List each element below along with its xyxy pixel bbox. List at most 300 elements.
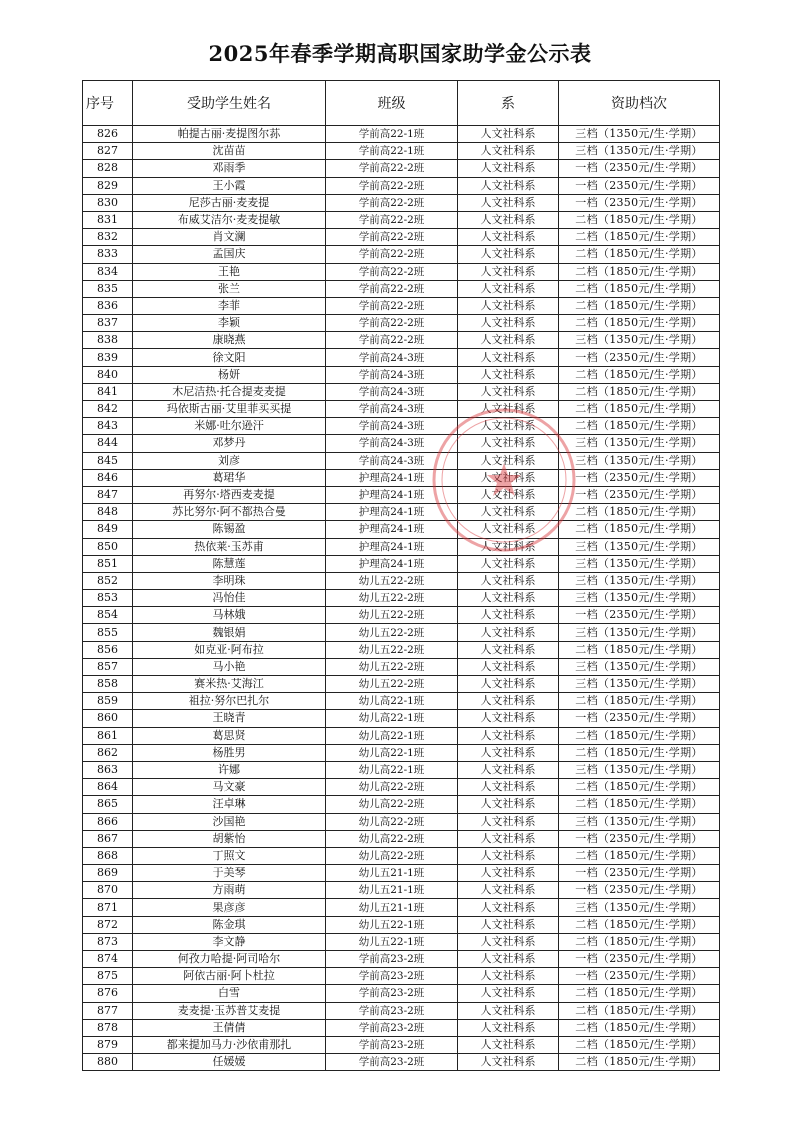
subsidy-grade: 三档（1350元/生·学期） <box>559 572 720 589</box>
student-name: 于美琴 <box>133 865 326 882</box>
row-index: 879 <box>83 1036 133 1053</box>
row-index: 846 <box>83 469 133 486</box>
student-name: 邓雨季 <box>133 160 326 177</box>
table-row <box>83 693 720 710</box>
class-name: 学前高23-2班 <box>326 1002 458 1019</box>
row-index: 848 <box>83 504 133 521</box>
table-row <box>83 968 720 985</box>
department: 人文社科系 <box>458 297 559 314</box>
class-name: 幼儿五22-2班 <box>326 641 458 658</box>
class-name: 学前高23-2班 <box>326 1036 458 1053</box>
row-index: 832 <box>83 229 133 246</box>
row-index: 830 <box>83 194 133 211</box>
student-name: 王艳 <box>133 263 326 280</box>
department: 人文社科系 <box>458 1054 559 1071</box>
department: 人文社科系 <box>458 710 559 727</box>
class-name: 学前高23-2班 <box>326 1019 458 1036</box>
class-name: 护理高24-1班 <box>326 486 458 503</box>
subsidy-grade: 二档（1850元/生·学期） <box>559 641 720 658</box>
class-name: 幼儿高22-1班 <box>326 693 458 710</box>
student-name: 杨胜男 <box>133 744 326 761</box>
student-name: 许娜 <box>133 761 326 778</box>
class-name: 学前高22-1班 <box>326 143 458 160</box>
table-row <box>83 813 720 830</box>
department: 人文社科系 <box>458 779 559 796</box>
student-name: 赛米热·艾海江 <box>133 676 326 693</box>
subsidy-grade: 二档（1850元/生·学期） <box>559 263 720 280</box>
subsidy-grade: 二档（1850元/生·学期） <box>559 1036 720 1053</box>
class-name: 护理高24-1班 <box>326 521 458 538</box>
student-name: 如克亚·阿布拉 <box>133 641 326 658</box>
row-index: 868 <box>83 847 133 864</box>
department: 人文社科系 <box>458 968 559 985</box>
row-index: 836 <box>83 297 133 314</box>
class-name: 幼儿高22-1班 <box>326 727 458 744</box>
class-name: 护理高24-1班 <box>326 555 458 572</box>
table-row <box>83 727 720 744</box>
subsidy-grade: 三档（1350元/生·学期） <box>559 813 720 830</box>
table-row <box>83 899 720 916</box>
student-name: 沈苗苗 <box>133 143 326 160</box>
class-name: 学前高22-2班 <box>326 280 458 297</box>
table-row <box>83 486 720 503</box>
subsidy-grade: 二档（1850元/生·学期） <box>559 383 720 400</box>
subsidy-grade: 二档（1850元/生·学期） <box>559 1002 720 1019</box>
header-name: 受助学生姓名 <box>133 81 326 126</box>
department: 人文社科系 <box>458 246 559 263</box>
class-name: 学前高24-3班 <box>326 452 458 469</box>
class-name: 幼儿五22-1班 <box>326 916 458 933</box>
department: 人文社科系 <box>458 572 559 589</box>
subsidy-grade: 一档（2350元/生·学期） <box>559 710 720 727</box>
student-name: 陈金琪 <box>133 916 326 933</box>
class-name: 学前高22-2班 <box>326 297 458 314</box>
department: 人文社科系 <box>458 538 559 555</box>
class-name: 学前高22-2班 <box>326 229 458 246</box>
row-index: 835 <box>83 280 133 297</box>
department: 人文社科系 <box>458 521 559 538</box>
row-index: 828 <box>83 160 133 177</box>
subsidy-grade: 二档（1850元/生·学期） <box>559 401 720 418</box>
row-index: 829 <box>83 177 133 194</box>
student-name: 果彦彦 <box>133 899 326 916</box>
table-row <box>83 401 720 418</box>
table-row <box>83 332 720 349</box>
department: 人文社科系 <box>458 1002 559 1019</box>
department: 人文社科系 <box>458 452 559 469</box>
subsidy-grade: 二档（1850元/生·学期） <box>559 744 720 761</box>
class-name: 幼儿五21-1班 <box>326 865 458 882</box>
subsidy-grade: 三档（1350元/生·学期） <box>559 590 720 607</box>
row-index: 852 <box>83 572 133 589</box>
department: 人文社科系 <box>458 813 559 830</box>
class-name: 学前高22-2班 <box>326 246 458 263</box>
subsidy-grade: 二档（1850元/生·学期） <box>559 229 720 246</box>
subsidy-grade: 一档（2350元/生·学期） <box>559 951 720 968</box>
department: 人文社科系 <box>458 383 559 400</box>
row-index: 865 <box>83 796 133 813</box>
row-index: 857 <box>83 658 133 675</box>
table-row <box>83 641 720 658</box>
student-name: 李文静 <box>133 933 326 950</box>
table-row <box>83 143 720 160</box>
row-index: 871 <box>83 899 133 916</box>
subsidy-grade: 三档（1350元/生·学期） <box>559 676 720 693</box>
class-name: 学前高23-2班 <box>326 951 458 968</box>
table-row <box>83 916 720 933</box>
student-name: 沙国艳 <box>133 813 326 830</box>
student-name: 冯怡佳 <box>133 590 326 607</box>
class-name: 学前高24-3班 <box>326 435 458 452</box>
subsidy-grade: 二档（1850元/生·学期） <box>559 916 720 933</box>
subsidy-grade: 一档（2350元/生·学期） <box>559 469 720 486</box>
department: 人文社科系 <box>458 658 559 675</box>
student-name: 麦麦提·玉苏普艾麦提 <box>133 1002 326 1019</box>
row-index: 859 <box>83 693 133 710</box>
student-name: 阿依古丽·阿卜杜拉 <box>133 968 326 985</box>
table-row <box>83 710 720 727</box>
department: 人文社科系 <box>458 263 559 280</box>
table-row <box>83 847 720 864</box>
row-index: 870 <box>83 882 133 899</box>
row-index: 839 <box>83 349 133 366</box>
row-index: 867 <box>83 830 133 847</box>
class-name: 学前高22-2班 <box>326 194 458 211</box>
student-name: 葛思贤 <box>133 727 326 744</box>
row-index: 826 <box>83 126 133 143</box>
row-index: 861 <box>83 727 133 744</box>
student-name: 马文豪 <box>133 779 326 796</box>
class-name: 幼儿五22-2班 <box>326 624 458 641</box>
table-row <box>83 744 720 761</box>
class-name: 学前高22-2班 <box>326 177 458 194</box>
student-name: 木尼洁热·托合提麦麦提 <box>133 383 326 400</box>
class-name: 学前高24-3班 <box>326 366 458 383</box>
subsidy-grade: 一档（2350元/生·学期） <box>559 194 720 211</box>
table-row <box>83 469 720 486</box>
subsidy-grade: 三档（1350元/生·学期） <box>559 452 720 469</box>
student-name: 张兰 <box>133 280 326 297</box>
table-header <box>83 81 720 126</box>
row-index: 827 <box>83 143 133 160</box>
row-index: 851 <box>83 555 133 572</box>
class-name: 学前高24-3班 <box>326 418 458 435</box>
table-row <box>83 160 720 177</box>
class-name: 幼儿高22-2班 <box>326 813 458 830</box>
department: 人文社科系 <box>458 727 559 744</box>
department: 人文社科系 <box>458 796 559 813</box>
subsidy-grade: 二档（1850元/生·学期） <box>559 727 720 744</box>
table-row <box>83 383 720 400</box>
student-name: 方雨萌 <box>133 882 326 899</box>
row-index: 874 <box>83 951 133 968</box>
department: 人文社科系 <box>458 126 559 143</box>
table-row <box>83 229 720 246</box>
student-name: 李颖 <box>133 315 326 332</box>
subsidy-grade: 二档（1850元/生·学期） <box>559 315 720 332</box>
subsidy-grade: 二档（1850元/生·学期） <box>559 1019 720 1036</box>
department: 人文社科系 <box>458 143 559 160</box>
department: 人文社科系 <box>458 641 559 658</box>
student-name: 邓梦丹 <box>133 435 326 452</box>
department: 人文社科系 <box>458 1019 559 1036</box>
department: 人文社科系 <box>458 985 559 1002</box>
class-name: 学前高22-2班 <box>326 315 458 332</box>
class-name: 学前高22-2班 <box>326 263 458 280</box>
student-name: 汪卓琳 <box>133 796 326 813</box>
class-name: 幼儿高22-2班 <box>326 779 458 796</box>
department: 人文社科系 <box>458 951 559 968</box>
row-index: 845 <box>83 452 133 469</box>
row-index: 844 <box>83 435 133 452</box>
class-name: 学前高23-2班 <box>326 968 458 985</box>
class-name: 幼儿五22-1班 <box>326 933 458 950</box>
subsidy-grade: 一档（2350元/生·学期） <box>559 486 720 503</box>
table-row <box>83 572 720 589</box>
table-row <box>83 555 720 572</box>
subsidy-grade: 二档（1850元/生·学期） <box>559 246 720 263</box>
class-name: 幼儿高22-1班 <box>326 744 458 761</box>
subsidy-grade: 二档（1850元/生·学期） <box>559 504 720 521</box>
row-index: 863 <box>83 761 133 778</box>
class-name: 幼儿五22-2班 <box>326 590 458 607</box>
department: 人文社科系 <box>458 933 559 950</box>
student-name: 杨妍 <box>133 366 326 383</box>
department: 人文社科系 <box>458 349 559 366</box>
table-row <box>83 263 720 280</box>
class-name: 学前高24-3班 <box>326 401 458 418</box>
class-name: 幼儿高22-2班 <box>326 830 458 847</box>
department: 人文社科系 <box>458 229 559 246</box>
student-name: 徐文阳 <box>133 349 326 366</box>
student-name: 米娜·吐尔逊汗 <box>133 418 326 435</box>
class-name: 幼儿五21-1班 <box>326 882 458 899</box>
class-name: 幼儿五22-2班 <box>326 572 458 589</box>
department: 人文社科系 <box>458 624 559 641</box>
department: 人文社科系 <box>458 160 559 177</box>
class-name: 学前高24-3班 <box>326 383 458 400</box>
row-index: 837 <box>83 315 133 332</box>
table-row <box>83 435 720 452</box>
department: 人文社科系 <box>458 676 559 693</box>
subsidy-grade: 一档（2350元/生·学期） <box>559 177 720 194</box>
row-index: 849 <box>83 521 133 538</box>
subsidy-grade: 二档（1850元/生·学期） <box>559 418 720 435</box>
subsidy-grade: 二档（1850元/生·学期） <box>559 847 720 864</box>
table-row <box>83 865 720 882</box>
student-name: 陈锡盈 <box>133 521 326 538</box>
row-index: 872 <box>83 916 133 933</box>
department: 人文社科系 <box>458 761 559 778</box>
class-name: 学前高24-3班 <box>326 349 458 366</box>
table-row <box>83 418 720 435</box>
student-name: 陈慧莲 <box>133 555 326 572</box>
row-index: 862 <box>83 744 133 761</box>
class-name: 护理高24-1班 <box>326 538 458 555</box>
subsidy-table <box>82 80 720 1071</box>
row-index: 853 <box>83 590 133 607</box>
class-name: 学前高22-2班 <box>326 160 458 177</box>
table-row <box>83 590 720 607</box>
subsidy-grade: 二档（1850元/生·学期） <box>559 521 720 538</box>
row-index: 875 <box>83 968 133 985</box>
table-row <box>83 280 720 297</box>
subsidy-grade: 三档（1350元/生·学期） <box>559 658 720 675</box>
row-index: 864 <box>83 779 133 796</box>
table-row <box>83 1019 720 1036</box>
department: 人文社科系 <box>458 693 559 710</box>
table-row <box>83 452 720 469</box>
department: 人文社科系 <box>458 332 559 349</box>
department: 人文社科系 <box>458 607 559 624</box>
student-name: 魏银娟 <box>133 624 326 641</box>
department: 人文社科系 <box>458 865 559 882</box>
row-index: 831 <box>83 211 133 228</box>
subsidy-grade: 二档（1850元/生·学期） <box>559 779 720 796</box>
department: 人文社科系 <box>458 315 559 332</box>
subsidy-grade: 三档（1350元/生·学期） <box>559 761 720 778</box>
row-index: 854 <box>83 607 133 624</box>
table-row <box>83 1036 720 1053</box>
table-row <box>83 985 720 1002</box>
student-name: 再努尔·塔西麦麦提 <box>133 486 326 503</box>
student-name: 热依莱·玉苏甫 <box>133 538 326 555</box>
row-index: 838 <box>83 332 133 349</box>
table-row <box>83 882 720 899</box>
department: 人文社科系 <box>458 555 559 572</box>
student-name: 丁照文 <box>133 847 326 864</box>
header-class: 班级 <box>326 81 458 126</box>
subsidy-grade: 一档（2350元/生·学期） <box>559 607 720 624</box>
table-body <box>83 126 720 1071</box>
department: 人文社科系 <box>458 899 559 916</box>
department: 人文社科系 <box>458 280 559 297</box>
class-name: 幼儿五22-2班 <box>326 658 458 675</box>
row-index: 858 <box>83 676 133 693</box>
table-row <box>83 761 720 778</box>
class-name: 幼儿高22-1班 <box>326 761 458 778</box>
department: 人文社科系 <box>458 366 559 383</box>
class-name: 学前高22-2班 <box>326 211 458 228</box>
subsidy-grade: 一档（2350元/生·学期） <box>559 882 720 899</box>
subsidy-grade: 三档（1350元/生·学期） <box>559 624 720 641</box>
subsidy-grade: 二档（1850元/生·学期） <box>559 211 720 228</box>
page-title: 2025年春季学期高职国家助学金公示表 <box>208 41 592 66</box>
table-row <box>83 521 720 538</box>
class-name: 护理高24-1班 <box>326 469 458 486</box>
table-row <box>83 126 720 143</box>
table-row <box>83 246 720 263</box>
subsidy-grade: 一档（2350元/生·学期） <box>559 160 720 177</box>
table-row <box>83 676 720 693</box>
table-row <box>83 951 720 968</box>
subsidy-grade: 三档（1350元/生·学期） <box>559 143 720 160</box>
table-row <box>83 607 720 624</box>
department: 人文社科系 <box>458 882 559 899</box>
student-name: 帕提古丽·麦提图尔荪 <box>133 126 326 143</box>
table-row <box>83 315 720 332</box>
subsidy-grade: 三档（1350元/生·学期） <box>559 538 720 555</box>
row-index: 842 <box>83 401 133 418</box>
subsidy-grade: 三档（1350元/生·学期） <box>559 332 720 349</box>
table-row <box>83 194 720 211</box>
class-name: 幼儿高22-2班 <box>326 796 458 813</box>
department: 人文社科系 <box>458 401 559 418</box>
table-row <box>83 658 720 675</box>
row-index: 840 <box>83 366 133 383</box>
student-name: 苏比努尔·阿不都热合曼 <box>133 504 326 521</box>
row-index: 866 <box>83 813 133 830</box>
class-name: 学前高23-2班 <box>326 985 458 1002</box>
subsidy-grade: 二档（1850元/生·学期） <box>559 985 720 1002</box>
subsidy-grade: 一档（2350元/生·学期） <box>559 830 720 847</box>
table-row <box>83 1054 720 1071</box>
header-grade: 资助档次 <box>559 81 720 126</box>
row-index: 855 <box>83 624 133 641</box>
subsidy-grade: 二档（1850元/生·学期） <box>559 280 720 297</box>
class-name: 幼儿五22-2班 <box>326 607 458 624</box>
student-name: 王倩倩 <box>133 1019 326 1036</box>
table-row <box>83 796 720 813</box>
subsidy-grade: 二档（1850元/生·学期） <box>559 796 720 813</box>
subsidy-grade: 二档（1850元/生·学期） <box>559 366 720 383</box>
subsidy-grade: 一档（2350元/生·学期） <box>559 865 720 882</box>
subsidy-grade: 三档（1350元/生·学期） <box>559 435 720 452</box>
subsidy-grade: 二档（1850元/生·学期） <box>559 693 720 710</box>
subsidy-grade: 二档（1850元/生·学期） <box>559 933 720 950</box>
table-row <box>83 366 720 383</box>
student-name: 马林娥 <box>133 607 326 624</box>
class-name: 学前高22-2班 <box>326 332 458 349</box>
row-index: 878 <box>83 1019 133 1036</box>
header-department: 系 <box>458 81 559 126</box>
department: 人文社科系 <box>458 418 559 435</box>
student-name: 李菲 <box>133 297 326 314</box>
table-row <box>83 1002 720 1019</box>
department: 人文社科系 <box>458 744 559 761</box>
table-row <box>83 933 720 950</box>
student-name: 胡紫怡 <box>133 830 326 847</box>
student-name: 玛依斯古丽·艾里菲买买提 <box>133 401 326 418</box>
row-index: 841 <box>83 383 133 400</box>
student-name: 都来提加马力·沙依甫那扎 <box>133 1036 326 1053</box>
department: 人文社科系 <box>458 177 559 194</box>
table-row <box>83 624 720 641</box>
department: 人文社科系 <box>458 590 559 607</box>
student-name: 李明珠 <box>133 572 326 589</box>
table-row <box>83 504 720 521</box>
department: 人文社科系 <box>458 504 559 521</box>
row-index: 856 <box>83 641 133 658</box>
row-index: 880 <box>83 1054 133 1071</box>
table-row <box>83 297 720 314</box>
table-row <box>83 830 720 847</box>
subsidy-grade: 二档（1850元/生·学期） <box>559 297 720 314</box>
department: 人文社科系 <box>458 194 559 211</box>
row-index: 843 <box>83 418 133 435</box>
subsidy-grade: 三档（1350元/生·学期） <box>559 555 720 572</box>
student-name: 肖文澜 <box>133 229 326 246</box>
table-row <box>83 538 720 555</box>
class-name: 幼儿五22-2班 <box>326 676 458 693</box>
class-name: 学前高22-1班 <box>326 126 458 143</box>
student-name: 孟国庆 <box>133 246 326 263</box>
table-row <box>83 349 720 366</box>
class-name: 幼儿五21-1班 <box>326 899 458 916</box>
student-name: 王小霞 <box>133 177 326 194</box>
subsidy-grade: 二档（1850元/生·学期） <box>559 1054 720 1071</box>
class-name: 幼儿高22-1班 <box>326 710 458 727</box>
